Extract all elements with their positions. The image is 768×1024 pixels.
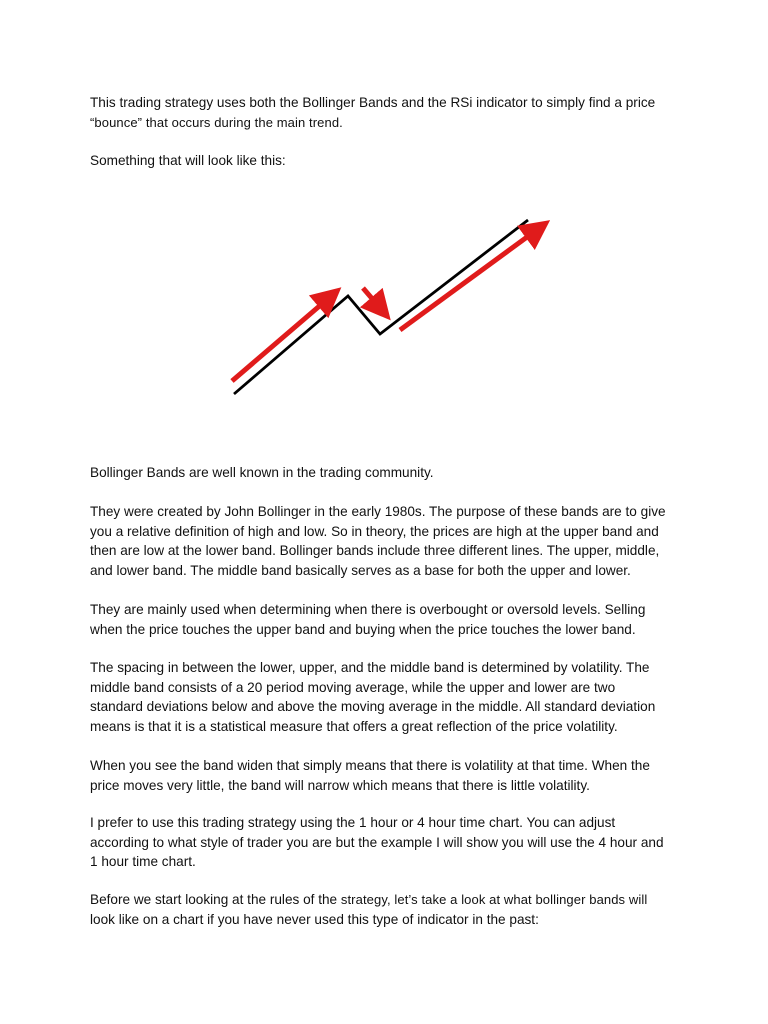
- prefer-line-2: according to what style of trader you are but the example I will show you will use the 4 hour and: [90, 834, 664, 850]
- paragraph-prefer: [90, 813, 690, 872]
- paragraph-spacing: [90, 658, 690, 736]
- spacing-line-2: middle band consists of a 20 period moving average, while the upper and lower are two: [90, 679, 616, 695]
- paragraph-known: [90, 463, 690, 483]
- spacing-line-4: means is that it is a statistical measure that offers a great reflection of the price volatility.: [90, 718, 618, 734]
- widen-line-2: price moves very little, the band will narrow which means that there is little volatility.: [90, 777, 590, 793]
- paragraph-created: [90, 502, 690, 580]
- intro-paragraph: [90, 93, 690, 132]
- spacing-line-1: The spacing in between the lower, upper, and the middle band is determined by volatility. The: [90, 660, 650, 675]
- lead-in-line: Something that will look like this:: [90, 153, 286, 168]
- prefer-line-3: 1 hour time chart.: [90, 854, 196, 869]
- intro-line-2: “bounce” that occurs during the main trend.: [90, 114, 343, 130]
- paragraph-widen: [90, 756, 690, 795]
- paragraph-used: [90, 600, 690, 639]
- used-line-1: They are mainly used when determining when there is overbought or oversold levels. Selling: [90, 602, 646, 617]
- uptrend-arrow-1: [232, 297, 330, 381]
- created-line-4: and lower band. The middle band basically serves as a base for both the upper and lower.: [90, 562, 631, 578]
- known-line: Bollinger Bands are well known in the trading community.: [90, 465, 434, 480]
- created-line-1: They were created by John Bollinger in the early 1980s. The purpose of these bands are to give: [90, 504, 666, 519]
- created-line-2: you a relative definition of high and low. So in theory, the prices are high at the upper band and: [90, 523, 659, 539]
- used-line-2: when the price touches the upper band and buying when the price touches the lower band.: [90, 621, 636, 637]
- spacing-line-3: standard deviations below and above the moving average in the middle. All standard deviation: [90, 699, 656, 714]
- created-line-3: then are low at the lower band. Bollinger bands include three different lines. The upper, middle,: [90, 543, 660, 558]
- lead-in-paragraph: [90, 151, 690, 171]
- trend-bounce-diagram: [220, 210, 560, 410]
- paragraph-before: [90, 890, 690, 929]
- before-line-2: look like on a chart if you have never used this type of indicator in the past:: [90, 911, 539, 927]
- pullback-arrow: [363, 288, 381, 309]
- uptrend-arrow-2: [400, 229, 538, 330]
- intro-line-1: This trading strategy uses both the Bollinger Bands and the RSi indicator to simply find a price: [90, 95, 656, 110]
- before-line-1: [90, 890, 690, 910]
- before-line-1a: Before we start looking at the rules of the: [90, 892, 341, 907]
- before-line-1b: strategy, let’s take a look at what bollinger bands will: [340, 892, 648, 907]
- prefer-line-1: I prefer to use this trading strategy using the 1 hour or 4 hour time chart. You can adjust: [90, 815, 616, 830]
- widen-line-1: When you see the band widen that simply means that there is volatility at that time. When the: [90, 758, 650, 773]
